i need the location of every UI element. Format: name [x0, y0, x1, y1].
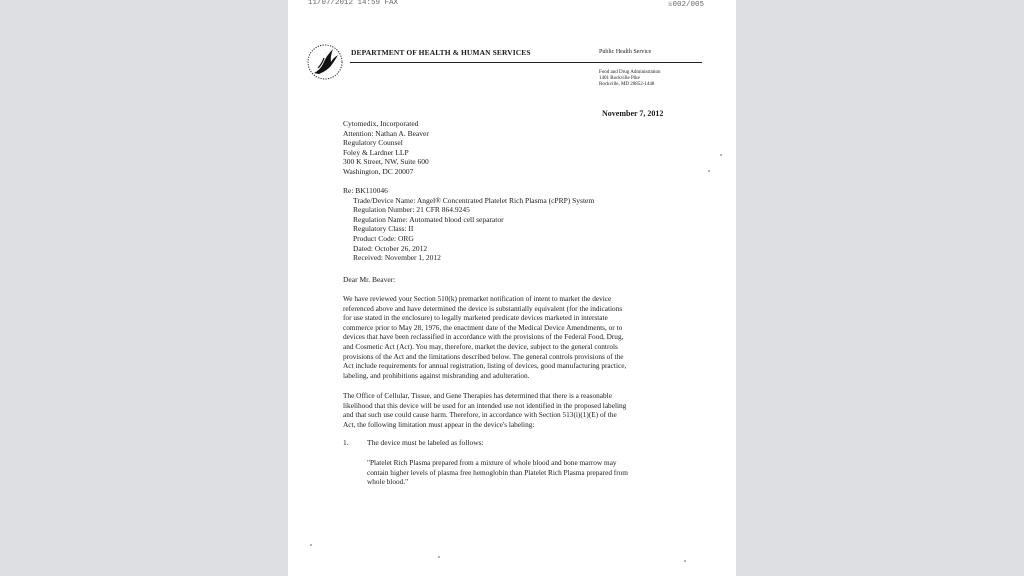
paragraph-limitation	[343, 391, 673, 429]
scan-speck	[310, 544, 312, 546]
item-number: 1.	[343, 438, 349, 447]
paragraph-line: labeling, and prohibitions against misbranding and adulteration.	[343, 370, 530, 380]
recipient-line: 300 K Street, NW, Suite 600	[343, 157, 429, 167]
address-line: Food and Drug Administration	[599, 70, 661, 75]
paragraph-substantial-equivalence	[343, 294, 673, 380]
recipient-line: Foley & Lardner LLP	[343, 147, 409, 157]
reference-line: Product Code: ORG	[353, 233, 414, 243]
paragraph-line: commerce prior to May 28, 1976, the enactment date of the Medical Device Amendments, or to	[343, 322, 623, 332]
quote-line: whole blood."	[367, 477, 409, 487]
paragraph-line: and that such use could cause harm. Therefore, in accordance with Section 513(i)(1)(E) of the	[343, 410, 617, 420]
reference-line: Regulatory Class: II	[353, 224, 414, 234]
quote-line: "Platelet Rich Plasma prepared from a mixture of whole blood and bone marrow may	[367, 458, 617, 467]
paragraph-line: Act, the following limitation must appear in the device's labeling:	[343, 419, 535, 429]
recipient-line: Cytomedix, Incorporated	[343, 119, 419, 128]
paragraph-line: and Cosmetic Act (Act). You may, therefore, market the device, subject to the general controls	[343, 341, 618, 351]
recipient-line: Attention: Nathan A. Beaver	[343, 128, 429, 138]
recipient-line: Washington, DC 20007	[343, 166, 414, 176]
address-line: Rockville, MD 20852-1448	[599, 82, 655, 87]
hhs-eagle-seal-icon	[306, 40, 344, 84]
fax-icon: ☏	[668, 1, 673, 9]
item-text: The device must be labeled as follows:	[367, 438, 484, 447]
scan-speck	[720, 154, 722, 156]
paragraph-line: likelihood that this device will be used for an intended use not identified in the proposed labeling	[343, 400, 627, 410]
recipient-block	[343, 119, 429, 177]
letter-page	[288, 0, 736, 576]
salutation: Dear Mr. Beaver:	[343, 275, 396, 284]
reference-line: Regulation Name: Automated blood cell separator	[353, 214, 504, 224]
department-name: DEPARTMENT OF HEALTH & HUMAN SERVICES	[351, 48, 531, 57]
fda-address	[599, 70, 661, 88]
reference-number: Re: BK110046	[343, 186, 388, 195]
scan-speck	[438, 556, 440, 558]
paragraph-line: devices that have been reclassified in accordance with the provisions of the Federal Food, Drug,	[343, 332, 624, 342]
fax-page-number: 002/005	[672, 1, 705, 9]
reference-line: Regulation Number: 21 CFR 864.9245	[353, 205, 470, 215]
address-line: 1401 Rockville Pike	[599, 76, 640, 81]
reference-line: Dated: October 26, 2012	[353, 243, 428, 253]
recipient-line: Regulatory Counsel	[343, 138, 403, 148]
paragraph-line: provisions of the Act and the limitations described below. The general controls provisions of the	[343, 351, 624, 361]
paragraph-line: The Office of Cellular, Tissue, and Gene Therapies has determined that there is a reasonable	[343, 391, 612, 400]
paragraph-line: Act include requirements for annual registration, listing of devices, good manufacturing practice,	[343, 361, 627, 371]
reference-block	[343, 186, 594, 263]
fax-timestamp: 11/07/2012 14:59 FAX	[308, 0, 399, 7]
reference-line: Received: November 1, 2012	[353, 253, 441, 263]
paragraph-line: for use stated in the enclosure) to legally marketed predicate devices marketed in interstate	[343, 313, 608, 323]
public-health-service: Public Health Service	[599, 49, 652, 55]
paragraph-line: referenced above and have determined the device is substantially equivalent (for the indications	[343, 303, 623, 313]
device-name: Trade/Device Name: Angel® Concentrated Platelet Rich Plasma (cPRP) System	[353, 195, 595, 205]
letterhead-rule	[350, 62, 702, 63]
fax-page-counter	[668, 0, 704, 9]
paragraph-line: We have reviewed your Section 510(k) premarket notification of intent to market the device	[343, 294, 612, 303]
labeling-quote	[367, 458, 628, 487]
quote-line: contain higher levels of plasma free hemoglobin than Platelet Rich Plasma prepared from	[367, 467, 628, 477]
scan-speck	[708, 170, 710, 172]
scan-speck	[684, 560, 686, 562]
letter-date: November 7, 2012	[602, 109, 664, 118]
